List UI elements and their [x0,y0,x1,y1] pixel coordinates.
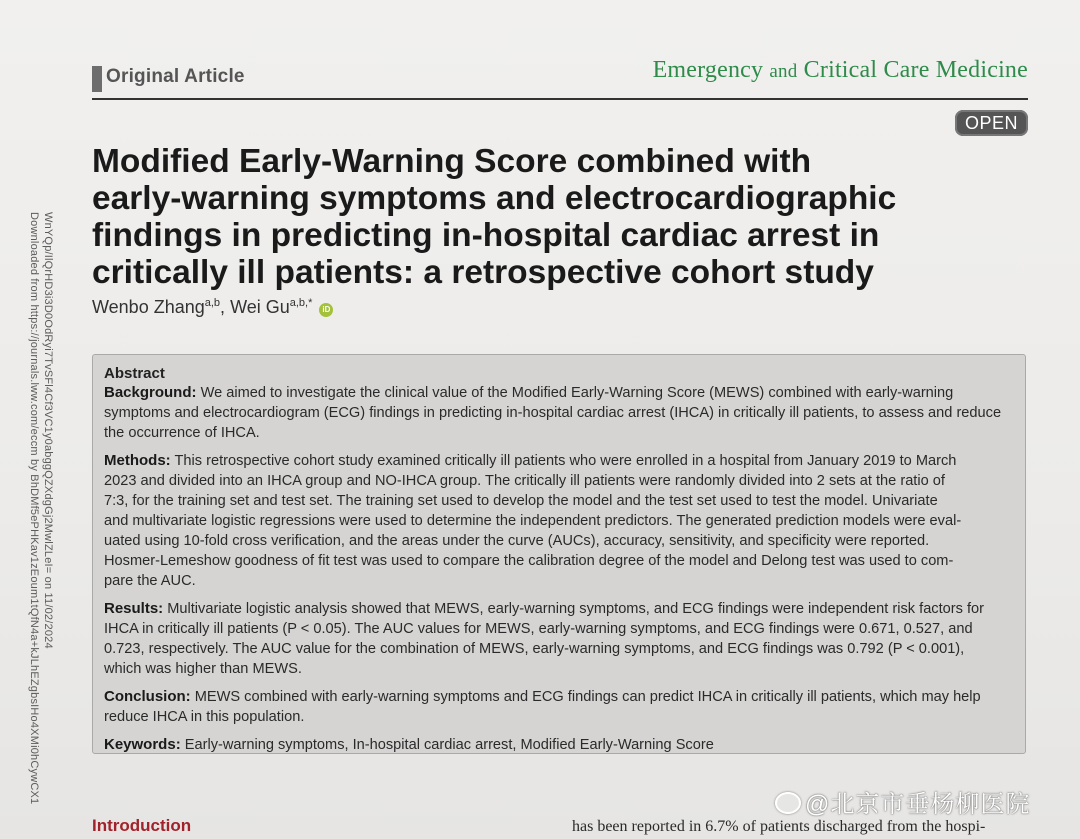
journal-name-part-1: Emergency [652,57,764,83]
open-access-badge: OPEN [955,110,1028,136]
text-line: Hosmer-Lemeshow goodness of fit test was used to compare the calibration degree of the model and Delong test was used to com- [104,553,954,569]
author-affiliation: a,b [204,297,221,309]
download-note-line-1: Downloaded from https://journals.lww.com/eccm by BhDMf5ePHKav1zEoum1tQfN4a+kJLhEZgbsIHo4XMi0hCywCX1 [28,212,40,805]
text-line: the occurrence of IHCA. [104,425,260,441]
text-line: IHCA in critically ill patients (P < 0.05). The AUC values for MEWS, early-warning symptoms, and ECG findings were 0.671, 0.527, and [104,621,973,637]
journal-name-part-2: Critical Care Medicine [803,57,1028,83]
title-line: Modified Early-Warning Score combined with [92,143,812,180]
abstract-methods [104,451,1015,591]
journal-name-and: and [769,61,798,82]
article-type: Original Article [106,66,245,87]
text-line: reduce IHCA in this population. [104,709,305,725]
text-line: 0.723, respectively. The AUC value for the combination of MEWS, early-warning symptoms, and ECG findings was 0.792 (P < 0.001), [104,641,965,657]
text-line: 7:3, for the training set and test set. The training set used to develop the model and the test set used to test the model. Univariate [104,493,938,509]
text-line: MEWS combined with early-warning symptoms and ECG findings can predict IHCA in critically ill patients, which may help [190,689,981,705]
text-line: which was higher than MEWS. [104,661,302,677]
watermark-text: @北京市垂杨柳医院 [805,791,1031,818]
abstract-conclusion [104,687,1015,727]
text-line: symptoms and electrocardiogram (ECG) findings in predicting in-hospital cardiac arrest (IHCA) in critically ill patients, to assess and reduce [104,405,1002,421]
title-line: early-warning symptoms and electrocardiographic [92,180,897,217]
author-list [92,297,333,318]
orcid-icon[interactable]: iD [319,303,333,317]
abstract-results [104,599,1015,679]
text-line: uated using 10-fold cross verification, and the areas under the curve (AUCs), accuracy, sensitivity, and specificity were reported. [104,533,930,549]
text-line: 2023 and divided into an IHCA group and NO-IHCA group. The critically ill patients were randomly divided into 2 sets at the ratio of [104,473,945,489]
body-text-line: has been reported in 6.7% of patients discharged from the hospi- [572,818,986,835]
section-label: Conclusion: [104,688,191,705]
abstract-box [92,354,1026,754]
download-note [14,212,54,832]
keywords-text: Early-warning symptoms, In-hospital cardiac arrest, Modified Early-Warning Score [180,737,714,753]
article-type-bar [92,66,102,92]
author-affiliation: a,b,* [289,297,313,309]
text-line: pare the AUC. [104,573,196,589]
abstract-background [104,383,1015,443]
author-name: Wenbo Zhang [92,297,205,317]
author-name: Wei Gu [230,297,290,317]
journal-name [653,57,1028,84]
introduction-heading: Introduction [92,816,192,835]
header-rule [92,98,1028,100]
article-title [92,143,1032,291]
author-separator: , [220,297,231,317]
abstract-keywords [104,735,1015,755]
section-label: Keywords: [104,736,181,753]
weibo-icon [775,792,801,814]
section-label: Background: [104,384,197,401]
section-label: Results: [104,600,164,617]
watermark [775,784,1030,819]
text-line: We aimed to investigate the clinical value of the Modified Early-Warning Score (MEWS) combined with early-warning [196,385,954,401]
text-line: and multivariate logistic regressions were used to determine the independent predictors. The generated prediction models were eval- [104,513,962,529]
download-note-line-2: WnYQp/IlQrHD3i3D0OdRyi7TvSFl4Cf3VC1y0abggQZXdgGj2MwlZLeI= on 11/02/2024 [42,212,54,649]
abstract-heading: Abstract [104,365,165,382]
title-line: critically ill patients: a retrospective cohort study [92,254,874,291]
text-line: This retrospective cohort study examined critically ill patients who were enrolled in a hospital from January 2019 to March [170,453,957,469]
title-line: findings in predicting in-hospital cardiac arrest in [92,217,880,254]
section-label: Methods: [104,452,171,469]
text-line: Multivariate logistic analysis showed that MEWS, early-warning symptoms, and ECG findings were independent risk factors for [163,601,985,617]
